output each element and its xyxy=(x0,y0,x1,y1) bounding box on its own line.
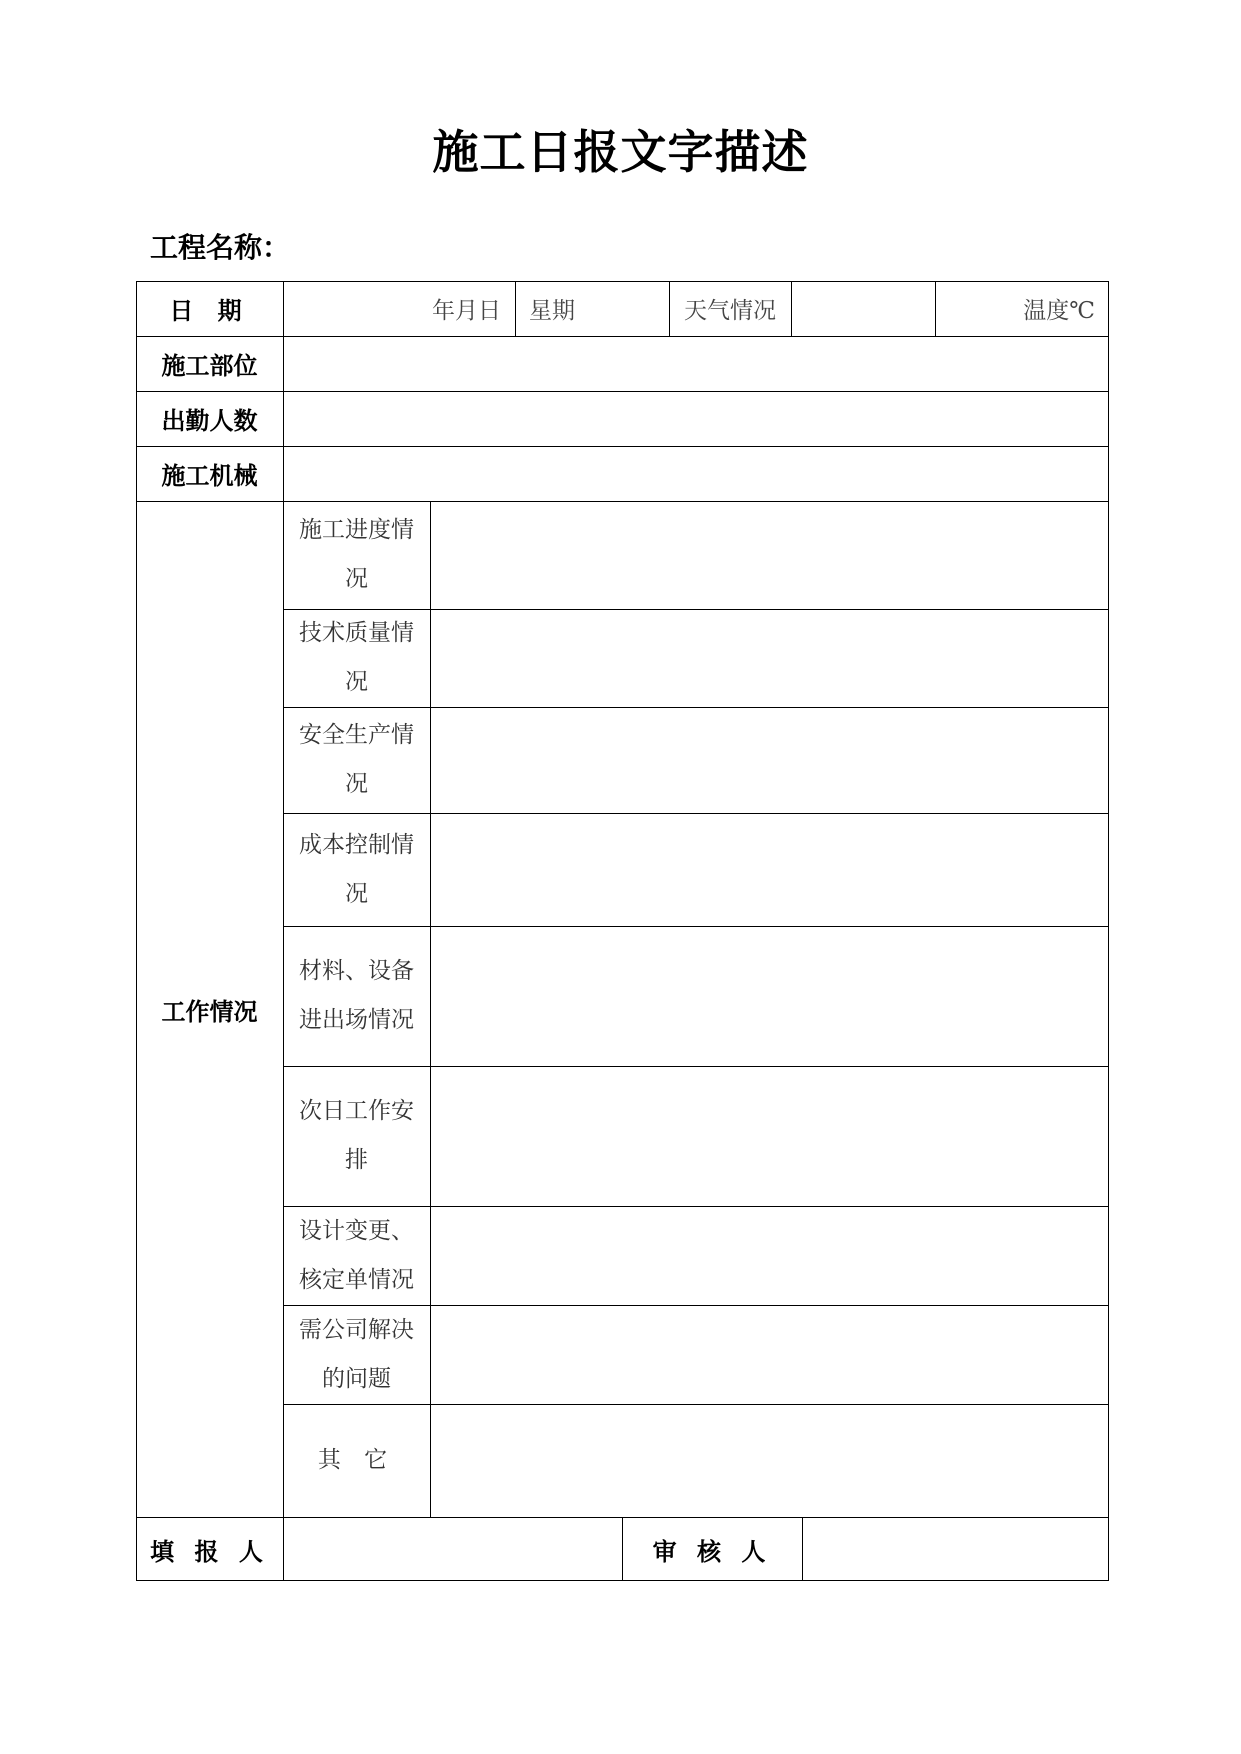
work-status-label: 工作情况 xyxy=(161,996,258,1026)
reviewer-field[interactable] xyxy=(802,1517,1109,1581)
date-value-field[interactable]: 年月日 xyxy=(432,298,501,324)
other-field[interactable] xyxy=(430,1404,1109,1517)
machinery-field[interactable] xyxy=(283,446,1109,501)
construction-site-field[interactable] xyxy=(283,336,1109,391)
company-issues-label: 需公司解决的问题 xyxy=(299,1316,414,1392)
date-label: 日 期 xyxy=(169,296,250,325)
next-day-plan-field[interactable] xyxy=(430,1066,1109,1206)
company-issues-field[interactable] xyxy=(430,1305,1109,1404)
quality-label: 技术质量情况 xyxy=(299,620,414,695)
temperature-field[interactable]: 温度℃ xyxy=(1023,298,1095,324)
next-day-plan-label: 次日工作安排 xyxy=(299,1098,414,1173)
materials-field[interactable] xyxy=(430,926,1109,1066)
reporter-field[interactable] xyxy=(283,1517,622,1581)
attendance-label: 出勤人数 xyxy=(161,406,258,435)
construction-site-label: 施工部位 xyxy=(161,351,258,380)
safety-label: 安全生产情况 xyxy=(299,722,414,797)
other-label: 其 它 xyxy=(317,1447,396,1473)
design-change-label: 设计变更、核定单情况 xyxy=(299,1217,414,1293)
quality-field[interactable] xyxy=(430,609,1109,707)
reporter-label: 填 报 人 xyxy=(150,1536,269,1566)
materials-label: 材料、设备进出场情况 xyxy=(299,958,414,1033)
machinery-label: 施工机械 xyxy=(161,461,258,490)
attendance-field[interactable] xyxy=(283,391,1109,446)
cost-control-label: 成本控制情况 xyxy=(299,831,414,907)
design-change-field[interactable] xyxy=(430,1206,1109,1305)
project-name-label: 工程名称： xyxy=(150,231,291,264)
cost-control-field[interactable] xyxy=(430,813,1109,926)
weekday-field[interactable]: 星期 xyxy=(529,298,575,324)
weather-value-field[interactable] xyxy=(791,281,935,336)
progress-field[interactable] xyxy=(430,501,1109,609)
document-title: 施工日报文字描述 xyxy=(432,125,809,179)
safety-field[interactable] xyxy=(430,707,1109,813)
progress-label: 施工进度情况 xyxy=(299,517,414,592)
weather-label: 天气情况 xyxy=(684,298,776,324)
reviewer-label: 审 核 人 xyxy=(652,1536,772,1566)
